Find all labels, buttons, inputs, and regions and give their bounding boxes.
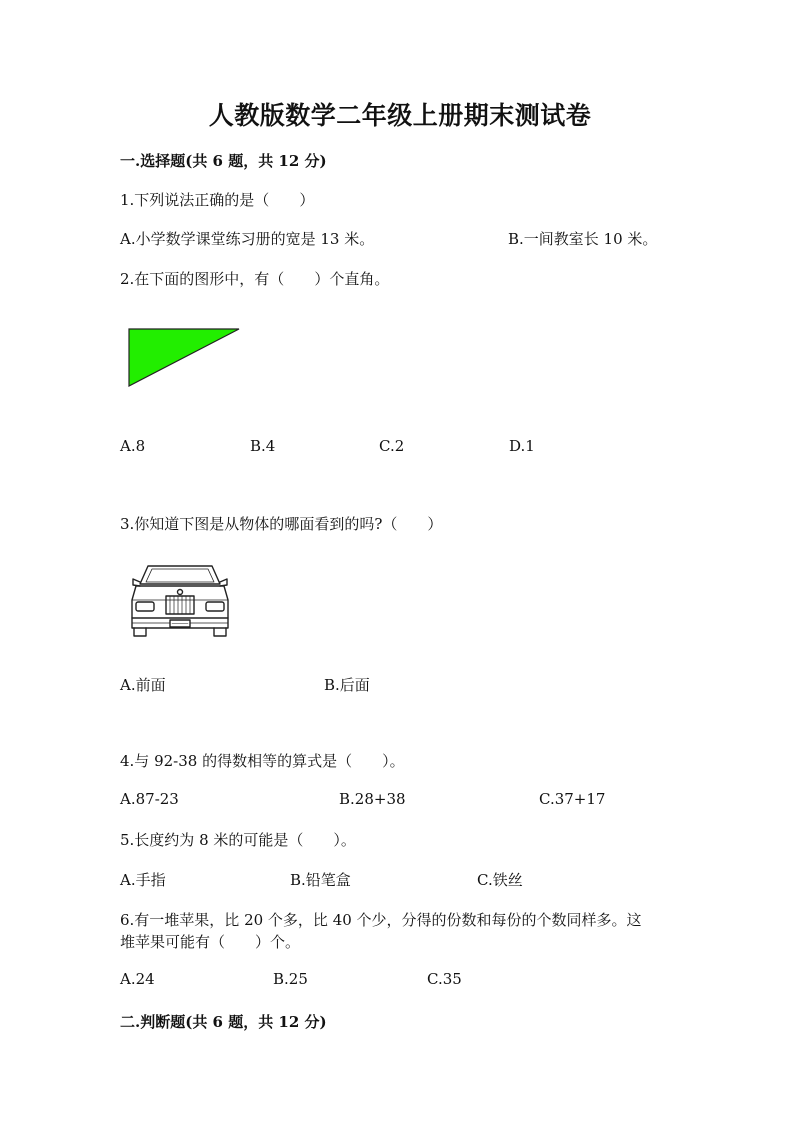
question-4-text: 4.与 92-38 的得数相等的算式是（ ）。 bbox=[120, 752, 405, 770]
question-6-option-b[interactable]: B.25 bbox=[273, 970, 308, 988]
question-5-option-b[interactable]: B.铅笔盒 bbox=[290, 871, 351, 889]
question-1-option-a[interactable]: A.小学数学课堂练习册的宽是 13 米。 bbox=[120, 230, 375, 248]
question-2-option-d[interactable]: D.1 bbox=[509, 437, 535, 455]
question-5-option-c[interactable]: C.铁丝 bbox=[477, 871, 523, 889]
car-front-view-image bbox=[128, 560, 232, 640]
question-5-text: 5.长度约为 8 米的可能是（ ）。 bbox=[120, 831, 356, 849]
question-4-option-b[interactable]: B.28+38 bbox=[339, 790, 406, 808]
question-2-option-b[interactable]: B.4 bbox=[250, 437, 276, 455]
question-1-text: 1.下列说法正确的是（ ） bbox=[120, 191, 315, 209]
question-6-option-a[interactable]: A.24 bbox=[120, 970, 155, 988]
question-6-option-c[interactable]: C.35 bbox=[427, 970, 462, 988]
question-4-option-a[interactable]: A.87-23 bbox=[120, 790, 179, 808]
question-6-text-line2: 堆苹果可能有（ ）个。 bbox=[120, 933, 301, 951]
question-2-text: 2.在下面的图形中，有（ ）个直角。 bbox=[120, 270, 390, 288]
question-5-option-a[interactable]: A.手指 bbox=[120, 871, 166, 889]
question-6-text-line1: 6.有一堆苹果，比 20 个多，比 40 个少，分得的份数和每份的个数同样多。这 bbox=[120, 911, 642, 929]
question-1-option-b[interactable]: B.一间教室长 10 米。 bbox=[508, 230, 658, 248]
question-3-text: 3.你知道下图是从物体的哪面看到的吗?（ ） bbox=[120, 515, 443, 533]
question-4-option-c[interactable]: C.37+17 bbox=[539, 790, 606, 808]
section-heading-judgment: 二.判断题(共 6 题，共 12 分) bbox=[120, 1013, 327, 1031]
question-2-option-a[interactable]: A.8 bbox=[120, 437, 146, 455]
question-2-option-c[interactable]: C.2 bbox=[379, 437, 405, 455]
question-3-option-b[interactable]: B.后面 bbox=[324, 676, 370, 694]
page-title: 人教版数学二年级上册期末测试卷 bbox=[208, 101, 592, 130]
question-3-option-a[interactable]: A.前面 bbox=[120, 676, 166, 694]
section-heading-choice: 一.选择题(共 6 题，共 12 分) bbox=[120, 152, 327, 170]
right-triangle-figure bbox=[128, 327, 242, 389]
